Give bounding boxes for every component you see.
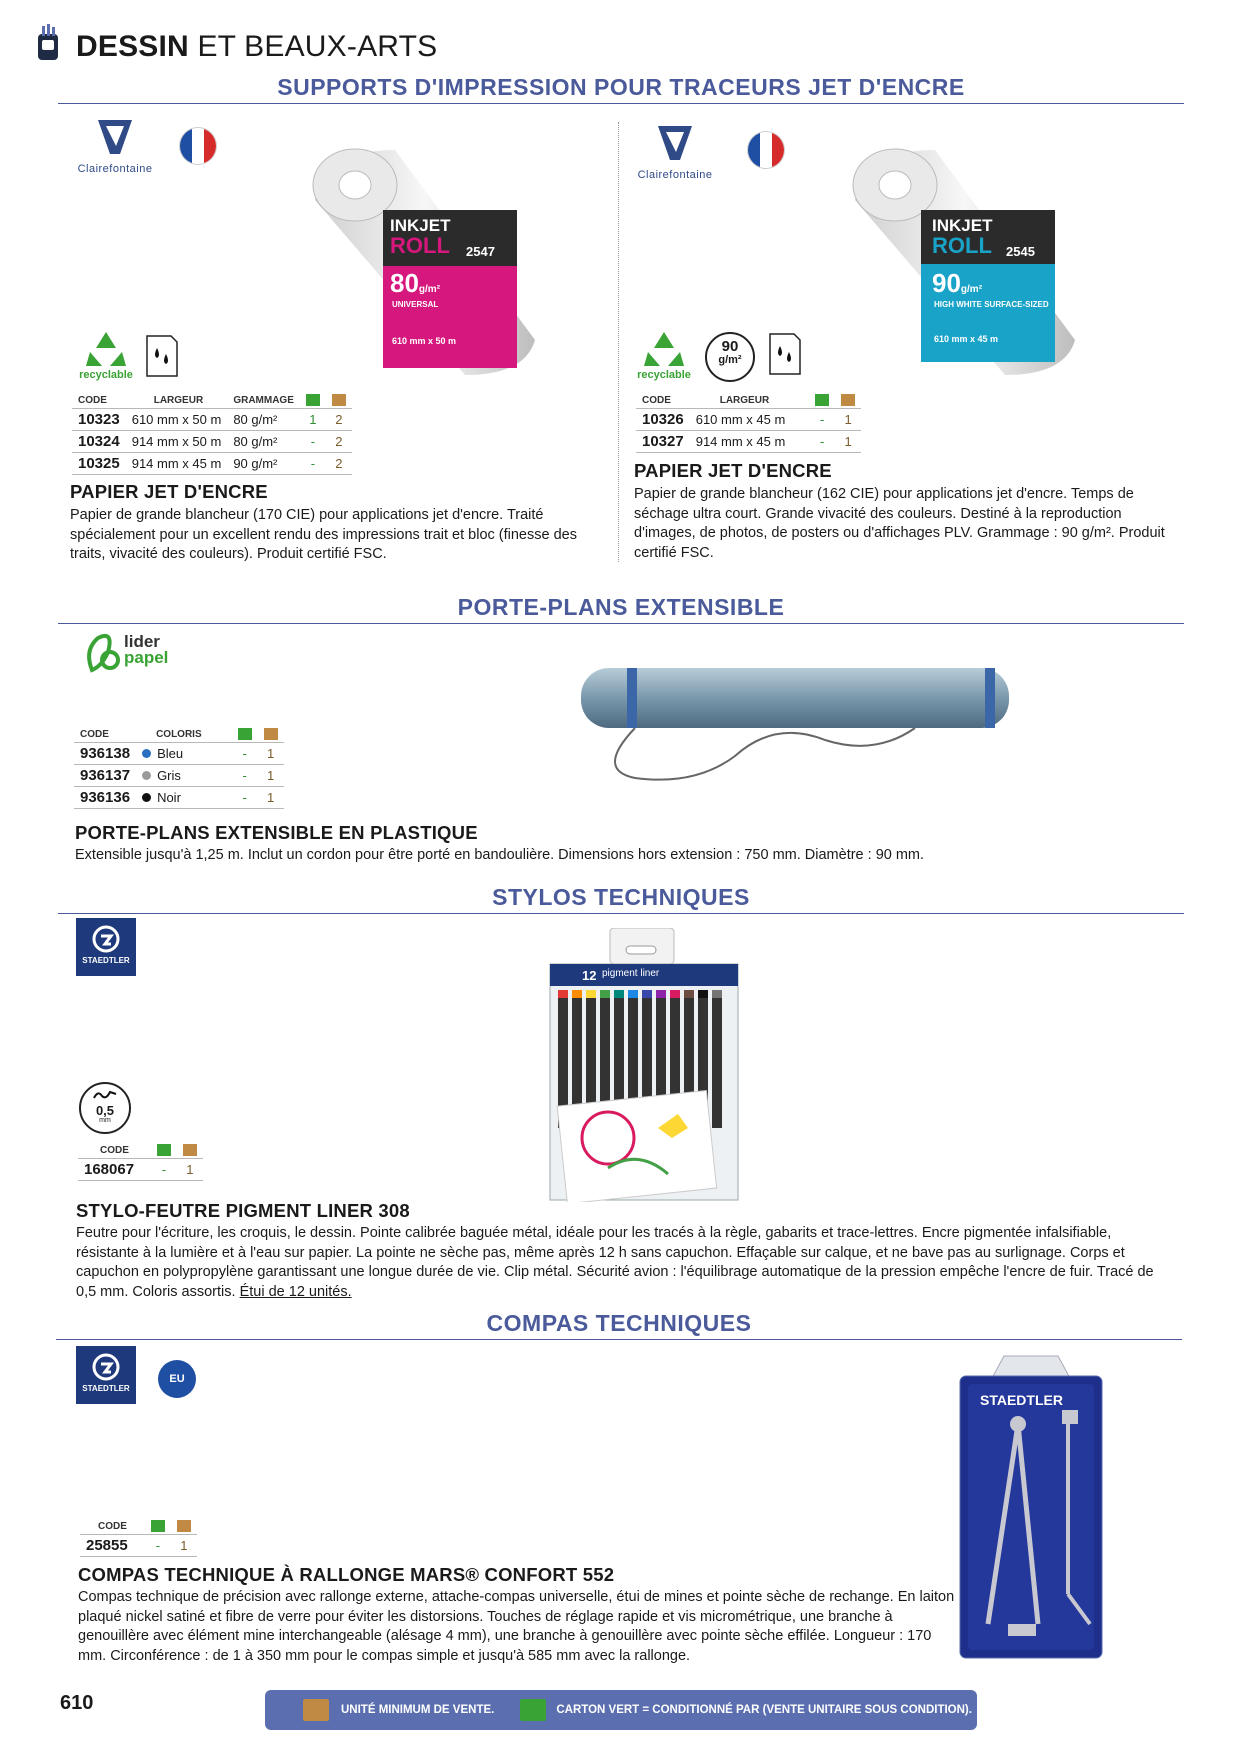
cell-code: 10323 — [72, 409, 126, 431]
cell-vert: - — [145, 1535, 171, 1557]
legend-bar — [265, 1690, 977, 1730]
legend-unit-label: UNITÉ MINIMUM DE VENTE. — [341, 1704, 495, 1716]
cell-carton: 2 — [326, 431, 352, 453]
cell-code: 10325 — [72, 453, 126, 475]
cell-vert: - — [809, 431, 835, 453]
color-name: Gris — [157, 768, 181, 783]
table-row — [74, 743, 284, 765]
roll-grammage — [390, 268, 440, 299]
clairefontaine-emblem-icon — [70, 118, 160, 158]
recyclable-label: recyclable — [637, 369, 691, 381]
col-header-coloris: COLORIS — [156, 728, 202, 740]
section-title-stylos: STYLOS TECHNIQUES — [58, 884, 1184, 914]
table-row — [74, 787, 284, 809]
spec-table-p3 — [74, 728, 284, 809]
page-title-bold: DESSIN — [76, 30, 189, 63]
product-desc-p2: Papier de grande blancheur (162 CIE) pour applications jet d'encre. Temps de séchage ultra court. Grande vivacité des couleurs. Destiné à la reproduction d'images, de photos, de posters ou d'affichages PLV. Grammage : 90 g/m². Produit certifié FSC. — [634, 486, 1165, 561]
cell-largeur: 610 mm x 50 m — [126, 409, 228, 431]
staedtler-head-icon — [91, 1352, 121, 1382]
carton-vert-icon — [151, 1144, 177, 1159]
roll-grammage-value: 90 — [932, 268, 961, 298]
page-title — [76, 30, 437, 64]
carton-icon — [171, 1520, 197, 1535]
pack-name: pigment liner — [602, 968, 660, 979]
cell-carton: 1 — [258, 765, 284, 787]
cell-carton: 1 — [177, 1159, 203, 1181]
tip-size-value: 0,5 — [95, 1103, 115, 1118]
roll-label-line1: INKJET — [932, 216, 993, 235]
cell-coloris — [136, 787, 232, 809]
carton-icon — [835, 394, 861, 409]
roll-size: 610 mm x 45 m — [934, 334, 999, 344]
staedtler-wordmark: STAEDTLER — [82, 956, 130, 965]
product-desc-p1: Papier de grande blancheur (170 CIE) pour applications jet d'encre. Traité spécialement pour un excellent rendu des impressions trait et bloc (finesse des traits, vivacité des couleurs). Produit certifié FSC. — [70, 507, 577, 562]
liderpapel-bottom: papel — [124, 648, 169, 667]
roll-grammage-value: 80 — [390, 268, 419, 298]
roll-label-line1: INKJET — [390, 216, 451, 235]
table-row — [636, 431, 861, 453]
eu-badge-icon — [158, 1360, 196, 1398]
liderpapel-top: lider — [124, 632, 160, 651]
roll-grammage — [932, 268, 982, 299]
col-header-code: CODE — [98, 1520, 127, 1532]
ink-drops-icon — [768, 332, 802, 376]
roll-label-1 — [390, 216, 450, 256]
cell-vert: - — [809, 409, 835, 431]
cell-coloris — [136, 743, 232, 765]
color-dot-icon — [142, 793, 151, 802]
eu-label: EU — [169, 1373, 185, 1385]
col-header-code: CODE — [80, 728, 109, 740]
table-row — [80, 1535, 197, 1557]
cell-vert: - — [232, 765, 258, 787]
recycle-icon — [642, 330, 686, 368]
section-title-porte-plans: PORTE-PLANS EXTENSIBLE — [58, 594, 1184, 624]
recyclable-badge — [76, 330, 136, 381]
table-row — [72, 453, 352, 475]
carton-icon — [303, 1699, 329, 1721]
recyclable-badge — [634, 330, 694, 381]
col-header-code: CODE — [78, 394, 107, 406]
spec-table-p4 — [78, 1144, 203, 1181]
clairefontaine-emblem-icon — [630, 124, 720, 164]
product-title-p2: PAPIER JET D'ENCRE — [634, 460, 832, 481]
squiggle-icon — [92, 1090, 118, 1100]
color-dot-icon — [142, 749, 151, 758]
grammage-badge-value: 90 — [721, 338, 739, 355]
cell-code: 168067 — [78, 1159, 151, 1181]
table-row — [74, 765, 284, 787]
pack-count: 12 — [582, 968, 597, 983]
product-title-p1: PAPIER JET D'ENCRE — [70, 481, 268, 502]
table-row — [636, 409, 861, 431]
recycle-icon — [84, 330, 128, 368]
carton-vert-icon — [232, 728, 258, 743]
tip-size-unit: mm — [99, 1117, 111, 1124]
col-header-largeur: LARGEUR — [153, 394, 204, 406]
carton-icon — [326, 394, 352, 409]
roll-grammage-unit: g/m² — [418, 284, 441, 295]
roll-label-line2: ROLL — [390, 233, 450, 258]
staedtler-head-icon — [91, 924, 121, 954]
col-header-grammage: GRAMMAGE — [233, 394, 294, 406]
staedtler-logo — [76, 918, 136, 976]
cell-carton: 2 — [326, 409, 352, 431]
page-number: 610 — [60, 1692, 94, 1714]
table-row — [72, 409, 352, 431]
staedtler-logo — [76, 1346, 136, 1404]
recyclable-label: recyclable — [79, 369, 133, 381]
cell-largeur: 914 mm x 50 m — [126, 431, 228, 453]
cell-largeur: 610 mm x 45 m — [690, 409, 809, 431]
france-flag-icon — [748, 132, 784, 168]
cell-grammage: 80 g/m² — [227, 409, 300, 431]
carton-vert-icon — [520, 1699, 546, 1721]
cell-vert: - — [300, 431, 326, 453]
france-flag-icon — [180, 128, 216, 164]
cell-grammage: 80 g/m² — [227, 431, 300, 453]
product-desc-p4 — [76, 1224, 1156, 1302]
page-title-rest: ET BEAUX-ARTS — [197, 30, 438, 63]
carton-vert-icon — [300, 394, 326, 409]
ink-drops-icon — [145, 334, 179, 378]
product-title-p3: PORTE-PLANS EXTENSIBLE EN PLASTIQUE — [75, 822, 478, 843]
roll-sub: HIGH WHITE SURFACE-SIZED — [934, 300, 1049, 309]
product-title-p5: COMPAS TECHNIQUE À RALLONGE MARS® CONFORT 552 — [78, 1564, 615, 1585]
color-dot-icon — [142, 771, 151, 780]
cell-carton: 1 — [258, 787, 284, 809]
carton-vert-icon — [145, 1520, 171, 1535]
cell-largeur: 914 mm x 45 m — [690, 431, 809, 453]
brand-name: Clairefontaine — [637, 169, 713, 181]
cell-carton: 1 — [171, 1535, 197, 1557]
spec-table-p5 — [80, 1520, 197, 1557]
cell-carton: 2 — [326, 453, 352, 475]
staedtler-wordmark: STAEDTLER — [82, 1384, 130, 1393]
carton-icon — [258, 728, 284, 743]
tip-size-badge — [79, 1082, 131, 1134]
grammage-badge — [705, 332, 755, 382]
cell-grammage: 90 g/m² — [227, 453, 300, 475]
table-row — [78, 1159, 203, 1181]
cell-code: 25855 — [80, 1535, 145, 1557]
carton-vert-icon — [809, 394, 835, 409]
cell-code: 10324 — [72, 431, 126, 453]
column-divider — [618, 122, 619, 562]
etui-link[interactable]: Étui de 12 unités. — [239, 1283, 352, 1300]
cell-carton: 1 — [835, 431, 861, 453]
cell-carton: 1 — [258, 743, 284, 765]
section-title-inkjet: SUPPORTS D'IMPRESSION POUR TRACEURS JET D'ENCRE — [58, 74, 1184, 104]
cell-code: 936136 — [74, 787, 136, 809]
section-title-compas: COMPAS TECHNIQUES — [56, 1310, 1182, 1340]
roll-ref: 2547 — [466, 244, 495, 259]
case-brand: STAEDTLER — [980, 1392, 1063, 1408]
table-row — [72, 431, 352, 453]
clairefontaine-logo — [70, 118, 160, 175]
product-desc-p4-text: Feutre pour l'écriture, les croquis, le dessin. Pointe calibrée baguée métal, idéale pour les tracés à la règle, gabarits et trace-lettres. Encre pigmentée infalsifiable, résistante à la lumière et à l'eau sur papier. La pointe ne sèche pas, même après 12 h sans capuchon. Effaçable sur calque, et ne bave pas au surlignage. Corps et capuchon en polypropylène garantissant une longue durée de vie. Clip métal. Sécurité avion : l'équilibrage automatique de la pression empêche l'encre de fuir. Tracé de 0,5 mm. Coloris assortis. — [76, 1225, 1154, 1300]
color-name: Bleu — [157, 746, 184, 761]
roll-sub: UNIVERSAL — [392, 300, 439, 309]
roll-label-line2: ROLL — [932, 233, 992, 258]
color-name: Noir — [157, 790, 181, 805]
cell-largeur: 914 mm x 45 m — [126, 453, 228, 475]
product-title-p4: STYLO-FEUTRE PIGMENT LINER 308 — [76, 1200, 410, 1221]
carton-icon — [177, 1144, 203, 1159]
grammage-badge-unit: g/m² — [718, 354, 742, 366]
roll-ref: 2545 — [1006, 244, 1035, 259]
cell-vert: - — [151, 1159, 177, 1181]
liderpapel-leaf-icon — [84, 630, 124, 676]
cell-vert: - — [232, 787, 258, 809]
cell-code: 936138 — [74, 743, 136, 765]
roll-grammage-unit: g/m² — [960, 284, 983, 295]
roll-label-2 — [932, 216, 992, 256]
cell-coloris — [136, 765, 232, 787]
cell-vert: - — [232, 743, 258, 765]
roll-size: 610 mm x 50 m — [392, 336, 457, 346]
cell-code: 10326 — [636, 409, 690, 431]
spec-table-p1 — [72, 394, 352, 475]
product-desc-p3: Extensible jusqu'à 1,25 m. Inclut un cordon pour être porté en bandoulière. Dimensions hors extension : 750 mm. Diamètre : 90 mm. — [75, 847, 925, 863]
liderpapel-logo — [84, 630, 194, 676]
cell-code: 936137 — [74, 765, 136, 787]
cell-vert: 1 — [300, 409, 326, 431]
product-desc-p5: Compas technique de précision avec rallonge externe, attache-compas universelle, étui de mines et pointe sèche de rechange. En laiton plaqué nickel satiné et fibre de verre pour éviter les distorsions. Touches de réglage rapide et vis micrométrique, une branche à genouillère avec élément mine interchangeable (alésage 4 mm), une branche à genouillère avec pointe sèche effilée. Longueur : 170 mm. Circonférence : de 1 à 350 mm pour le compas simple et jusqu'à 585 mm avec la rallonge. — [78, 1589, 955, 1664]
cell-carton: 1 — [835, 409, 861, 431]
clairefontaine-logo — [630, 124, 720, 181]
spec-table-p2 — [636, 394, 861, 453]
product-image-plan-tube — [575, 660, 1015, 810]
col-header-code: CODE — [100, 1144, 129, 1156]
cell-vert: - — [300, 453, 326, 475]
col-header-code: CODE — [642, 394, 671, 406]
col-header-largeur: LARGEUR — [719, 394, 770, 406]
category-icon — [34, 24, 62, 62]
brand-name: Clairefontaine — [77, 163, 153, 175]
legend-carton-label: CARTON VERT = CONDITIONNÉ PAR (VENTE UNITAIRE SOUS CONDITION). — [556, 1704, 972, 1716]
cell-code: 10327 — [636, 431, 690, 453]
